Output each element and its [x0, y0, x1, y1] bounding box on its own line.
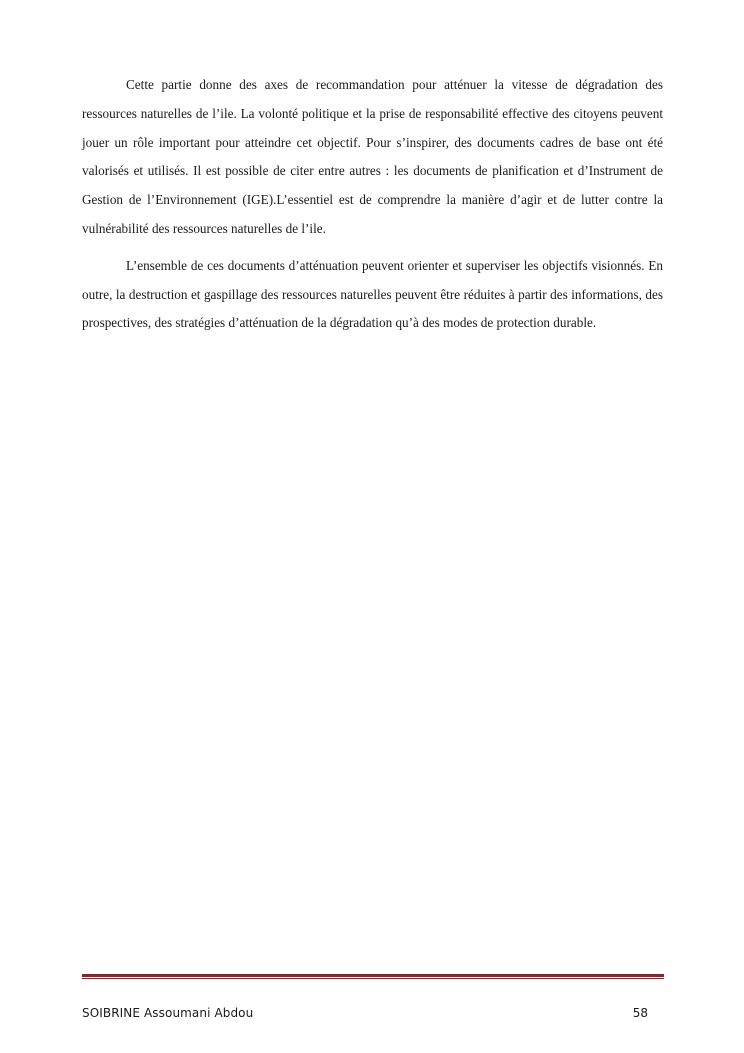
footer-author: SOIBRINE Assoumani Abdou: [82, 1006, 254, 1020]
body-text: [82, 71, 663, 346]
page-number: 58: [632, 1006, 648, 1020]
footer-divider-thin-line: [82, 978, 664, 979]
paragraph-2: L’ensemble de ces documents d’atténuation peuvent orienter et superviser les objectifs visionnés. En outre, la destruction et gaspillage des ressources naturelles peuvent être réduites à partir des informations, des prospectives, des stratégies d’atténuation de la dégradation qu’à des modes de protection durable.: [82, 257, 663, 331]
paragraph-1: Cette partie donne des axes de recommandation pour atténuer la vitesse de dégradation des ressources naturelles de l’ile. La volonté politique et la prise de responsabilité effective des citoyens peuvent jouer un rôle important pour atteindre cet objectif. Pour s’inspirer, des documents cadres de base ont été valorisés et utilisés. Il est possible de citer entre autres : les documents de planification et d’Instrument de Gestion de l’Environnement (IGE).L’essentiel est de comprendre la manière d’agir et de lutter contre la vulnérabilité des ressources naturelles de l’ile.: [82, 77, 663, 236]
footer-divider-thick-line: [82, 974, 664, 977]
footer-divider: [82, 974, 664, 979]
